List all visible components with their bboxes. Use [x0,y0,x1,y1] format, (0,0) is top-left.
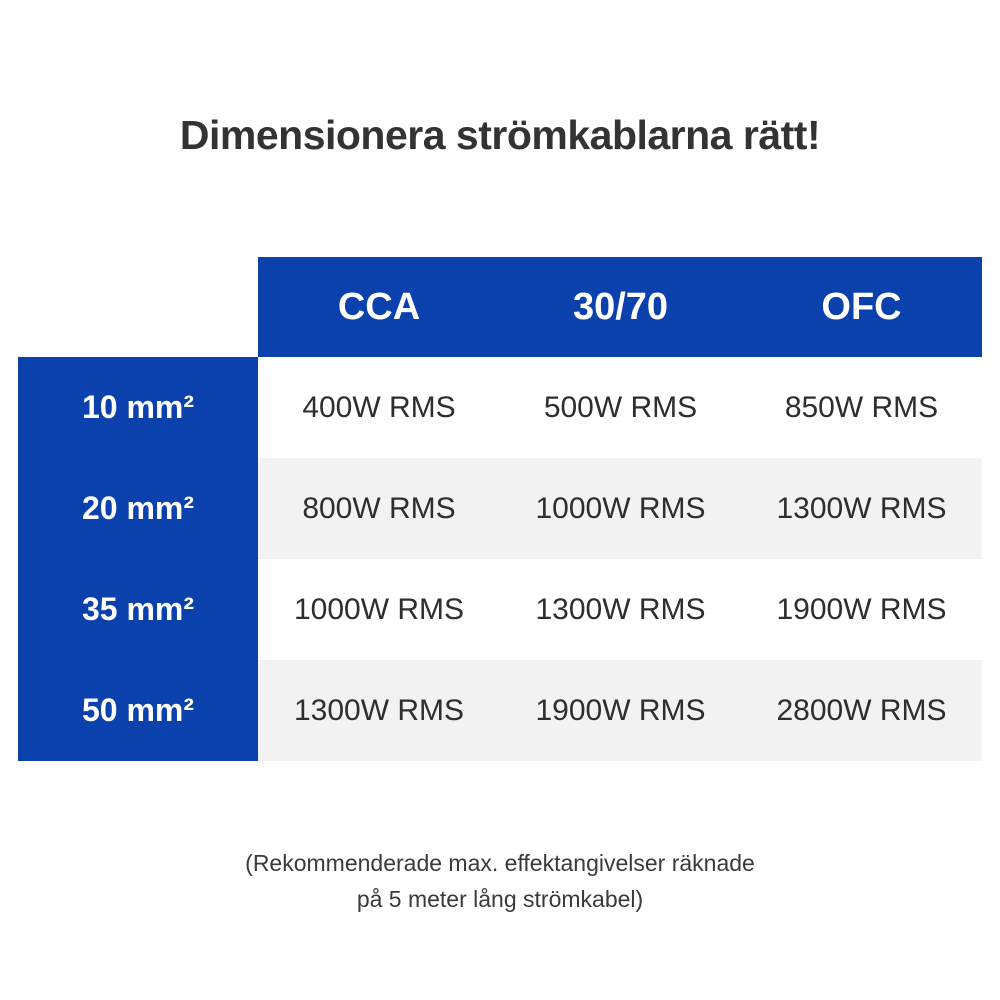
table-row [18,357,982,458]
column-header-ofc: OFC [741,257,982,357]
table-header-row [18,257,982,357]
cell-50mm-cca: 1300W RMS [258,660,500,761]
table-corner-cell [18,257,258,357]
row-header-50mm: 50 mm² [18,660,258,761]
table-header [18,257,982,357]
row-header-35mm: 35 mm² [18,559,258,660]
page-title: Dimensionera strömkablarna rätt! [179,112,821,158]
cell-10mm-ofc: 850W RMS [741,357,982,458]
column-header-cca: CCA [258,257,500,357]
cell-35mm-ofc: 1900W RMS [741,559,982,660]
cell-35mm-cca: 1000W RMS [258,559,500,660]
cell-50mm-3070: 1900W RMS [500,660,741,761]
table-body [18,357,982,761]
cell-20mm-ofc: 1300W RMS [741,458,982,559]
cell-20mm-cca: 800W RMS [258,458,500,559]
power-rating-table [18,257,982,761]
row-header-10mm: 10 mm² [18,357,258,458]
cell-50mm-ofc: 2800W RMS [741,660,982,761]
cell-10mm-3070: 500W RMS [500,357,741,458]
table-row [18,458,982,559]
row-header-20mm: 20 mm² [18,458,258,559]
table-row [18,559,982,660]
column-header-3070: 30/70 [500,257,741,357]
footnote-line-1: (Rekommenderade max. effektangivelser räknade [245,850,755,876]
table-footnote [0,845,1000,917]
footnote-line-2: på 5 meter lång strömkabel) [356,886,644,912]
cell-20mm-3070: 1000W RMS [500,458,741,559]
cell-35mm-3070: 1300W RMS [500,559,741,660]
table-row [18,660,982,761]
cell-10mm-cca: 400W RMS [258,357,500,458]
power-rating-table-wrapper [18,257,982,761]
